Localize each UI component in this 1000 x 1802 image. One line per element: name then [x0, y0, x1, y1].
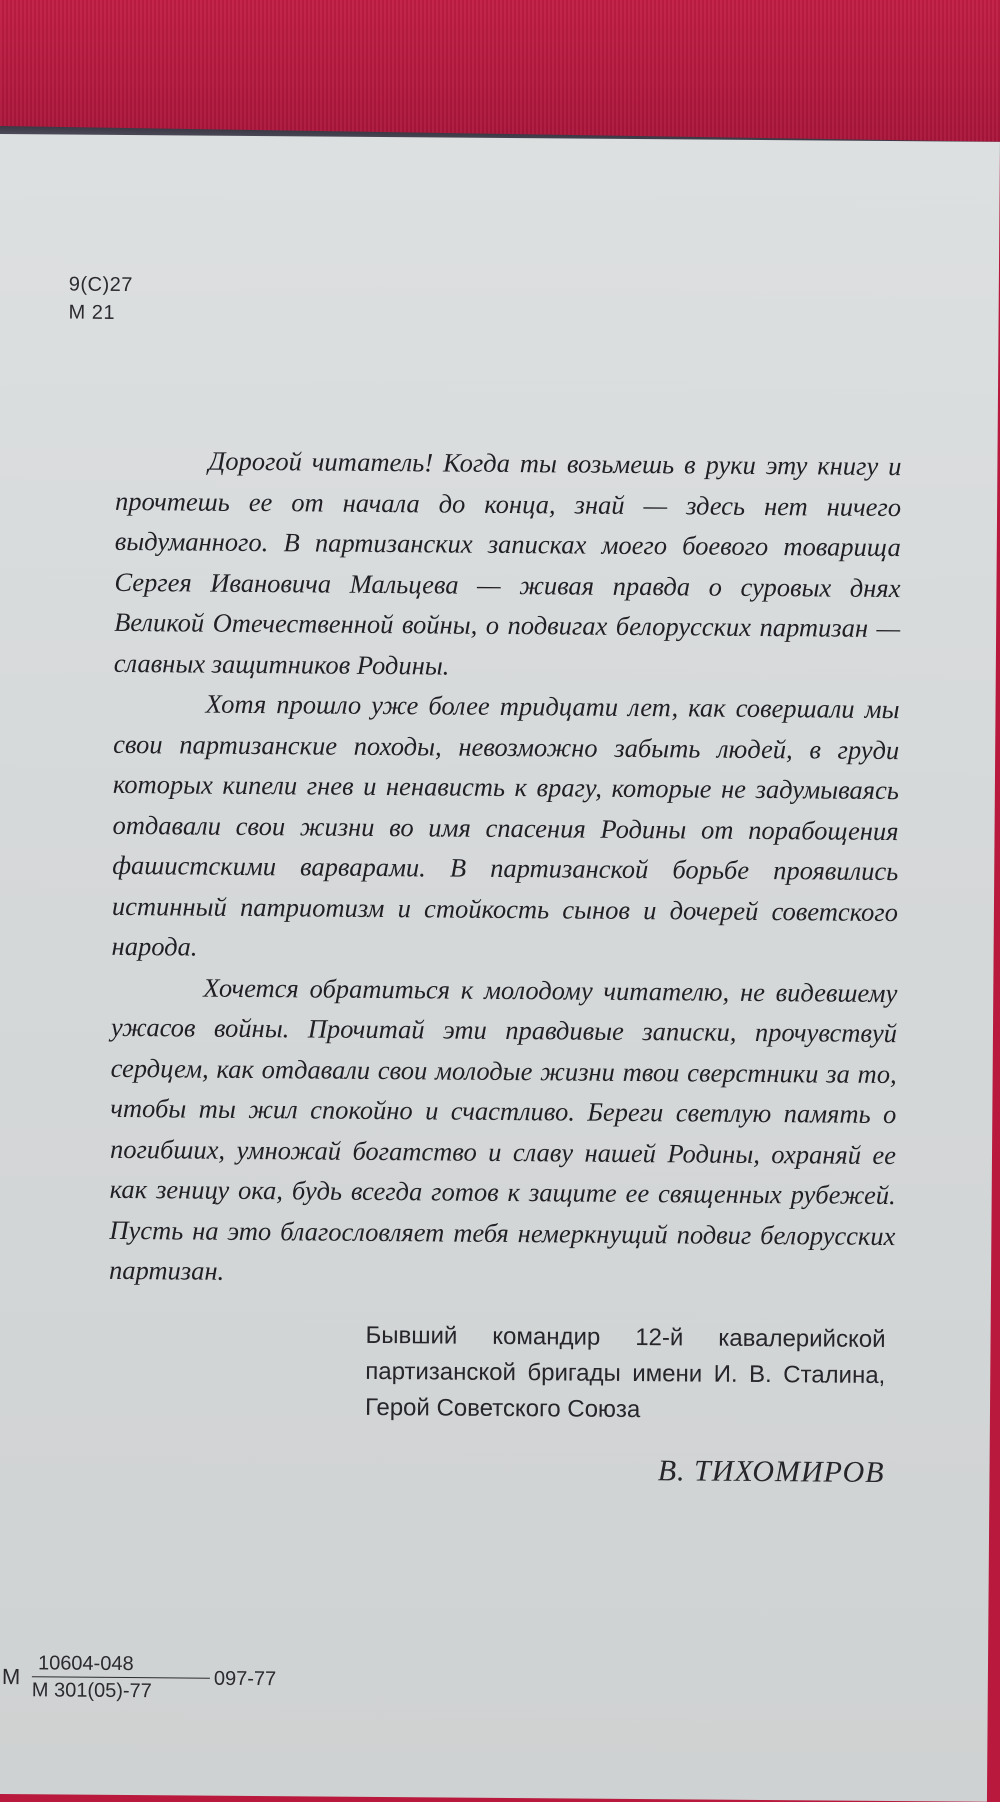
- foreword-paragraph-2: Хотя прошло уже более тридцати лет, как совершали мы свои партизанские походы, невозможно забыть людей, в груди которых кипели гнев и ненависть к врагу, которые не задумываясь отдавали свои жизни во имя спасения Родины от порабощения фашистскими варварами. В партизанской борьбе проявились истинный патриотизм и стойкость сынов и дочерей советского народа.: [111, 688, 900, 962]
- imprint-fraction-bar: [32, 1676, 210, 1678]
- foreword-paragraph-3: Хочется обратиться к молодому читателю, не видевшему ужасов войны. Прочитай эти правдивые записки, прочувствуй сердцем, как отдавали свои молодые жизни твои сверстники за то, чтобы ты жил спокойно и счастливо. Береги светлую память о погибших, умножай богатство и славу нашей Родины, охраняй ее как зеницу ока, будь всегда готов к защите ее священных рубежей. Пусть на это благословляет тебя немеркнущий подвиг белорусских партизан.: [108, 972, 898, 1286]
- foreword-paragraph-1: Дорогой читатель! Когда ты возьмешь в руки эту книгу и прочтешь ее от начала до конца, знай — здесь нет ничего выдуманного. В партизанских записках моего боевого товарища Сергея Ивановича Мальцева — живая правда о суровых днях Великой Отечественной войны, о подвигах белорусских партизан — славных защитников Родины.: [113, 445, 902, 681]
- classification-line-1: 9(C)27: [68, 273, 134, 297]
- library-classification-code: [68, 271, 133, 328]
- signature-block: [364, 1318, 885, 1491]
- signatory-name: В. ТИХОМИРОВ: [657, 1454, 885, 1489]
- imprint-fraction: [32, 1652, 210, 1703]
- imprint-numerator: 10604-048: [37, 1652, 134, 1676]
- classification-line-2: М 21: [68, 301, 116, 324]
- imprint-suffix: 097-77: [213, 1667, 277, 1691]
- imprint-denominator: М 301(05)-77: [31, 1679, 152, 1703]
- imprint-prefix: М: [1, 1664, 21, 1690]
- book-page: [0, 134, 1000, 1802]
- foreword-letter: [109, 440, 902, 1297]
- signatory-title: Бывший командир 12-й кавалерийской партизанской бригады имени И. В. Сталина, Герой Советского Союза: [364, 1321, 886, 1424]
